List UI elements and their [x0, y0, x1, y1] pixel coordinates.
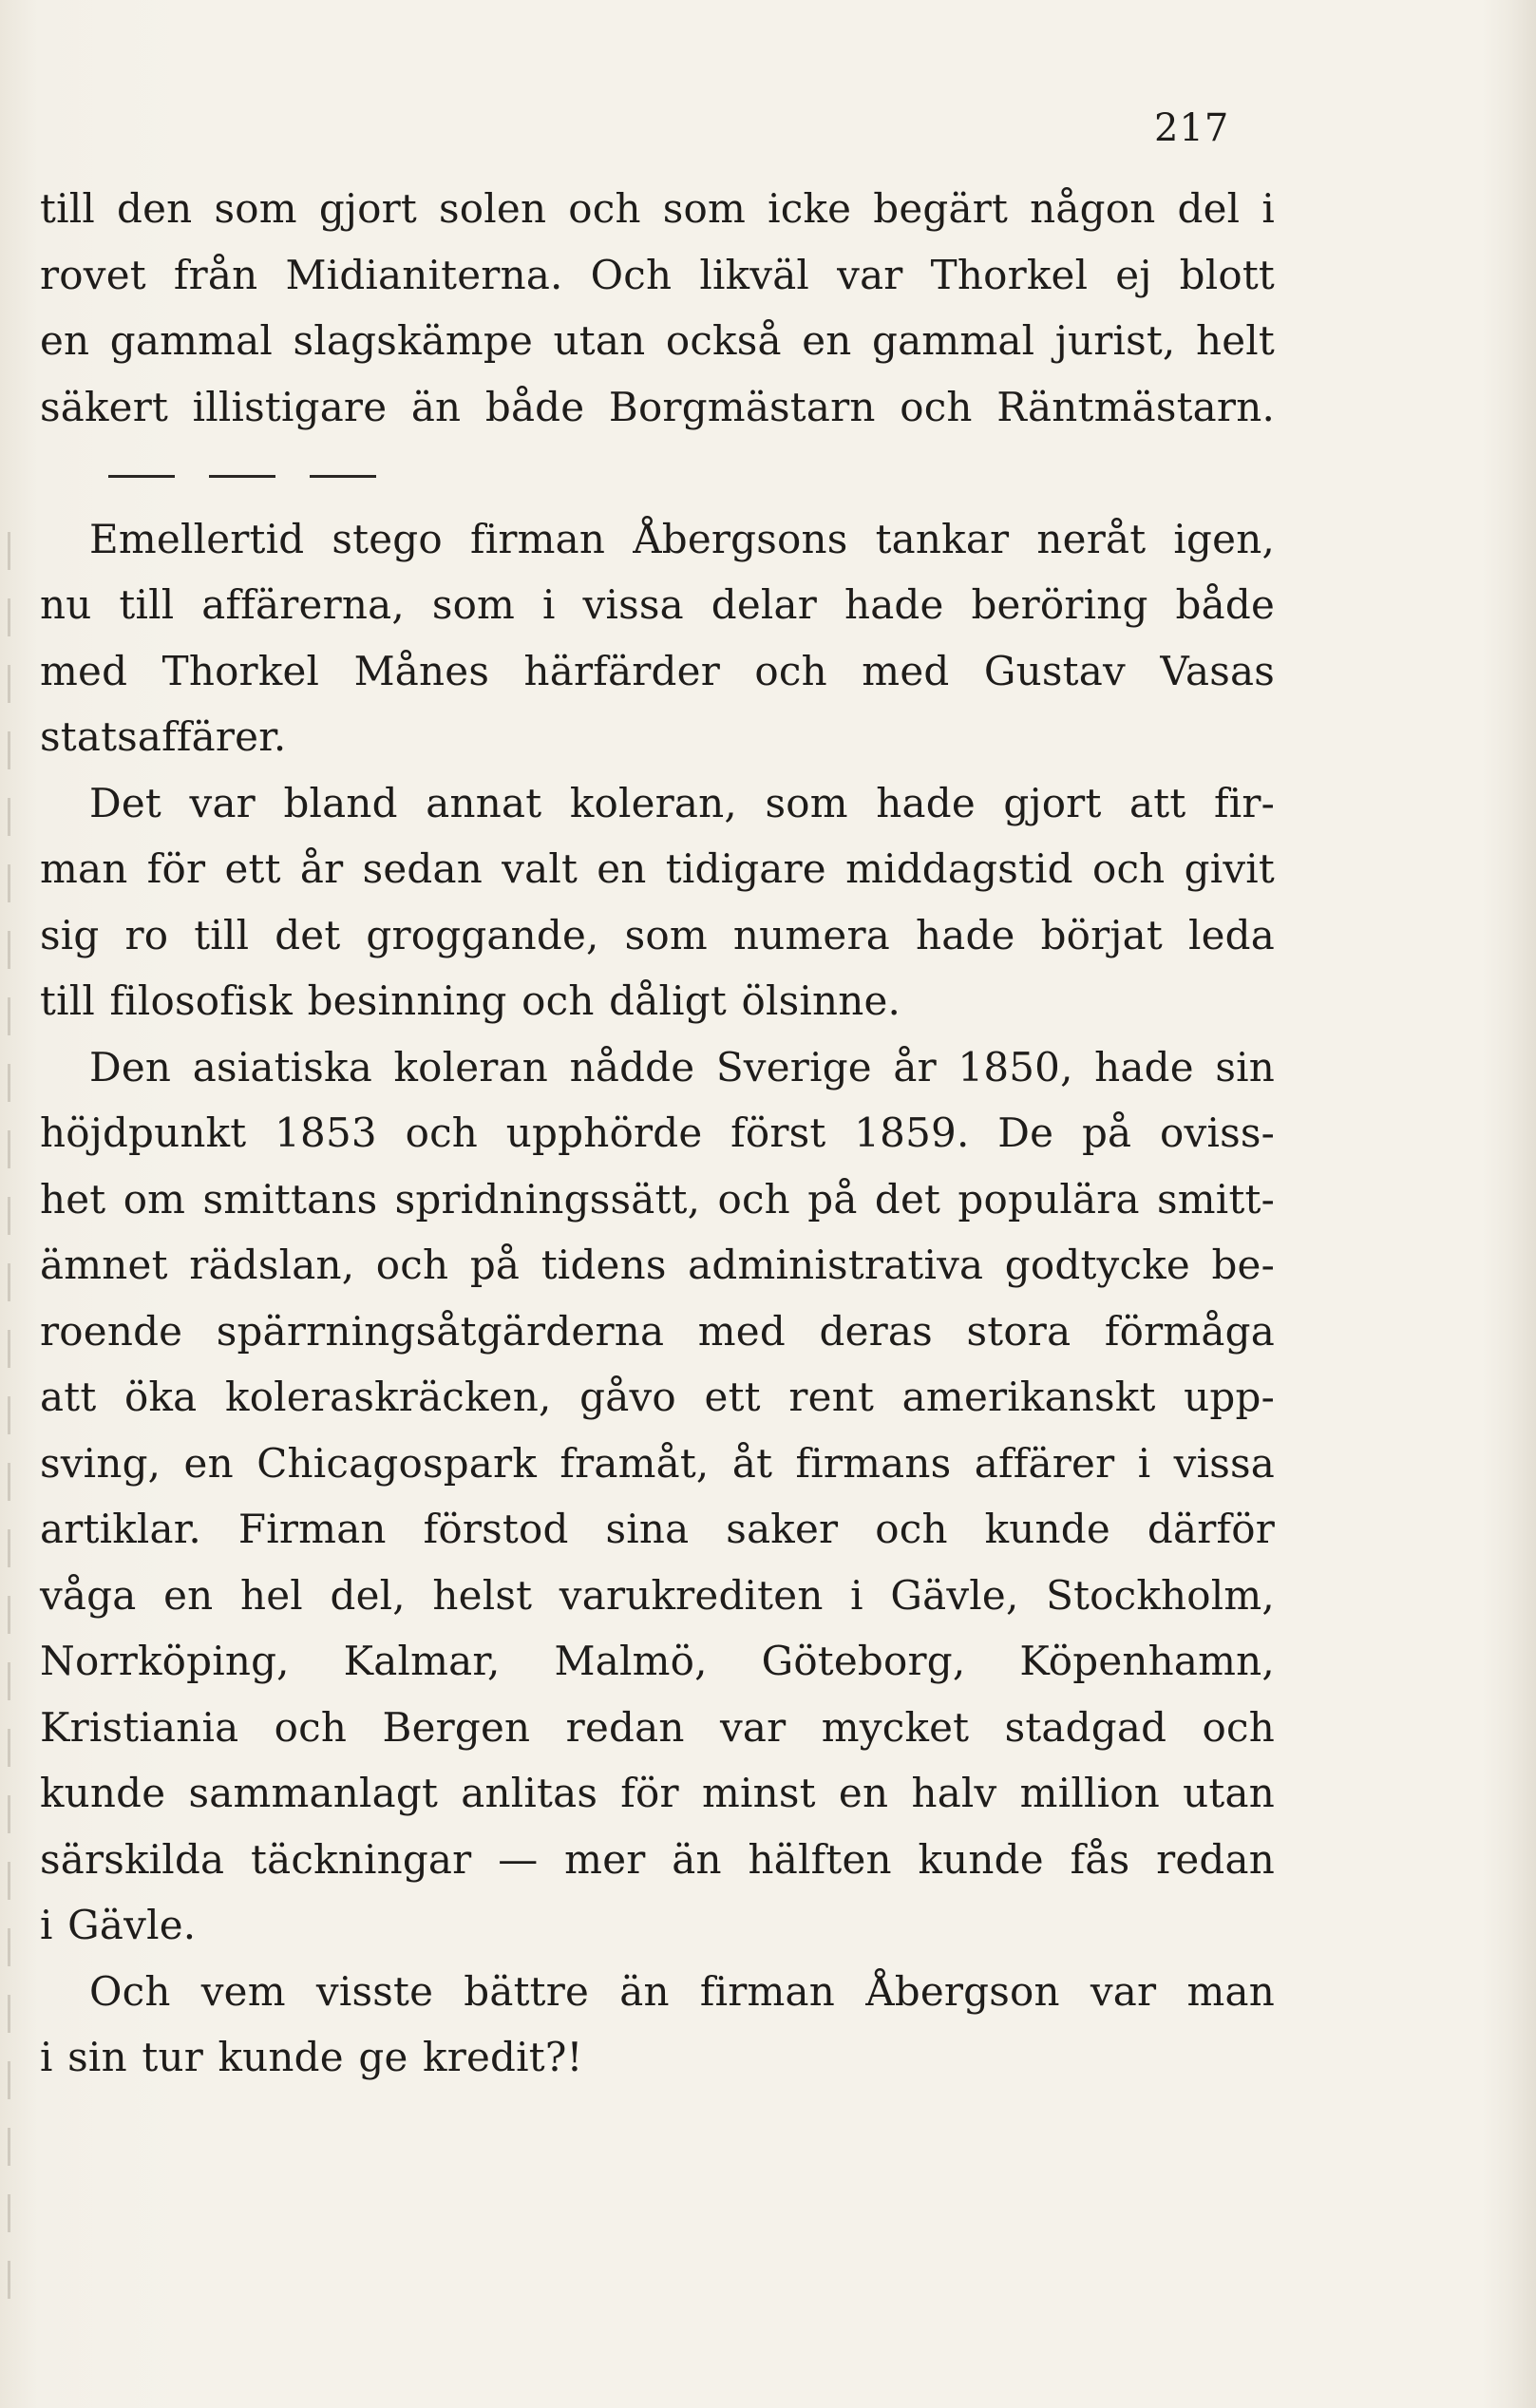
text-line: statsaffärer.: [40, 713, 287, 760]
text-line: i sin tur kunde ge kredit?!: [40, 2034, 583, 2080]
text-line: Emellertid stego firman Åbergsons tankar neråt igen,: [89, 515, 1275, 562]
separator-dash: [310, 475, 376, 478]
text-line: våga en hel del, helst varukrediten i Gävle, Stockholm,: [40, 1571, 1275, 1619]
text-line: säkert illistigare än både Borgmästarn och Räntmästarn.: [40, 383, 1275, 430]
text-line: en gammal slagskämpe utan också en gammal jurist, helt: [40, 317, 1275, 364]
text-line: med Thorkel Månes härfärder och med Gustav Vasas: [40, 647, 1275, 694]
text-line: att öka koleraskräcken, gåvo ett rent amerikanskt upp-: [40, 1374, 1275, 1420]
text-line: höjdpunkt 1853 och upphörde först 1859. De på oviss-: [40, 1109, 1275, 1156]
text-line: Kristiania och Bergen redan var mycket stadgad och: [40, 1703, 1275, 1751]
page-number: 217: [1154, 106, 1230, 150]
text-line: roende spärrningsåtgärderna med deras stora förmåga: [40, 1307, 1275, 1355]
body-text: [40, 176, 1275, 2091]
text-line: till den som gjort solen och som icke begärt någon del i: [40, 185, 1275, 232]
text-line: rovet från Midianiterna. Och likväl var Thorkel ej blott: [40, 251, 1275, 298]
page-edge-shadow: [8, 532, 10, 2299]
text-line: man för ett år sedan valt en tidigare middagstid och givit: [40, 845, 1275, 892]
text-line: het om smittans spridningssätt, och på det populära smitt-: [40, 1175, 1275, 1223]
text-line: artiklar. Firman förstod sina saker och kunde därför: [40, 1506, 1275, 1552]
text-line: till filosofisk besinning och dåligt ölsinne.: [40, 977, 901, 1024]
section-separator: [40, 440, 1275, 506]
text-line: sving, en Chicagospark framåt, åt firmans affärer i vissa: [40, 1439, 1275, 1487]
text-line: Den asiatiska koleran nådde Sverige år 1850, hade sin: [89, 1043, 1275, 1090]
separator-dash: [108, 475, 175, 478]
text-line: Norrköping, Kalmar, Malmö, Göteborg, Köpenhamn,: [40, 1638, 1275, 1684]
text-line: kunde sammanlagt anlitas för minst en halv million utan: [40, 1770, 1275, 1816]
text-line: särskilda täckningar — mer än hälften kunde fås redan: [40, 1835, 1275, 1883]
text-line: Och vem visste bättre än firman Åbergson var man: [89, 1967, 1275, 2015]
separator-dash: [209, 475, 275, 478]
text-line: sig ro till det groggande, som numera hade börjat leda: [40, 911, 1275, 958]
text-line: ämnet rädslan, och på tidens administrativa godtycke be-: [40, 1242, 1275, 1288]
text-line: i Gävle.: [40, 1902, 197, 1948]
text-line: nu till affärerna, som i vissa delar hade beröring både: [40, 581, 1275, 628]
text-line: Det var bland annat koleran, som hade gjort att fir-: [89, 779, 1275, 826]
